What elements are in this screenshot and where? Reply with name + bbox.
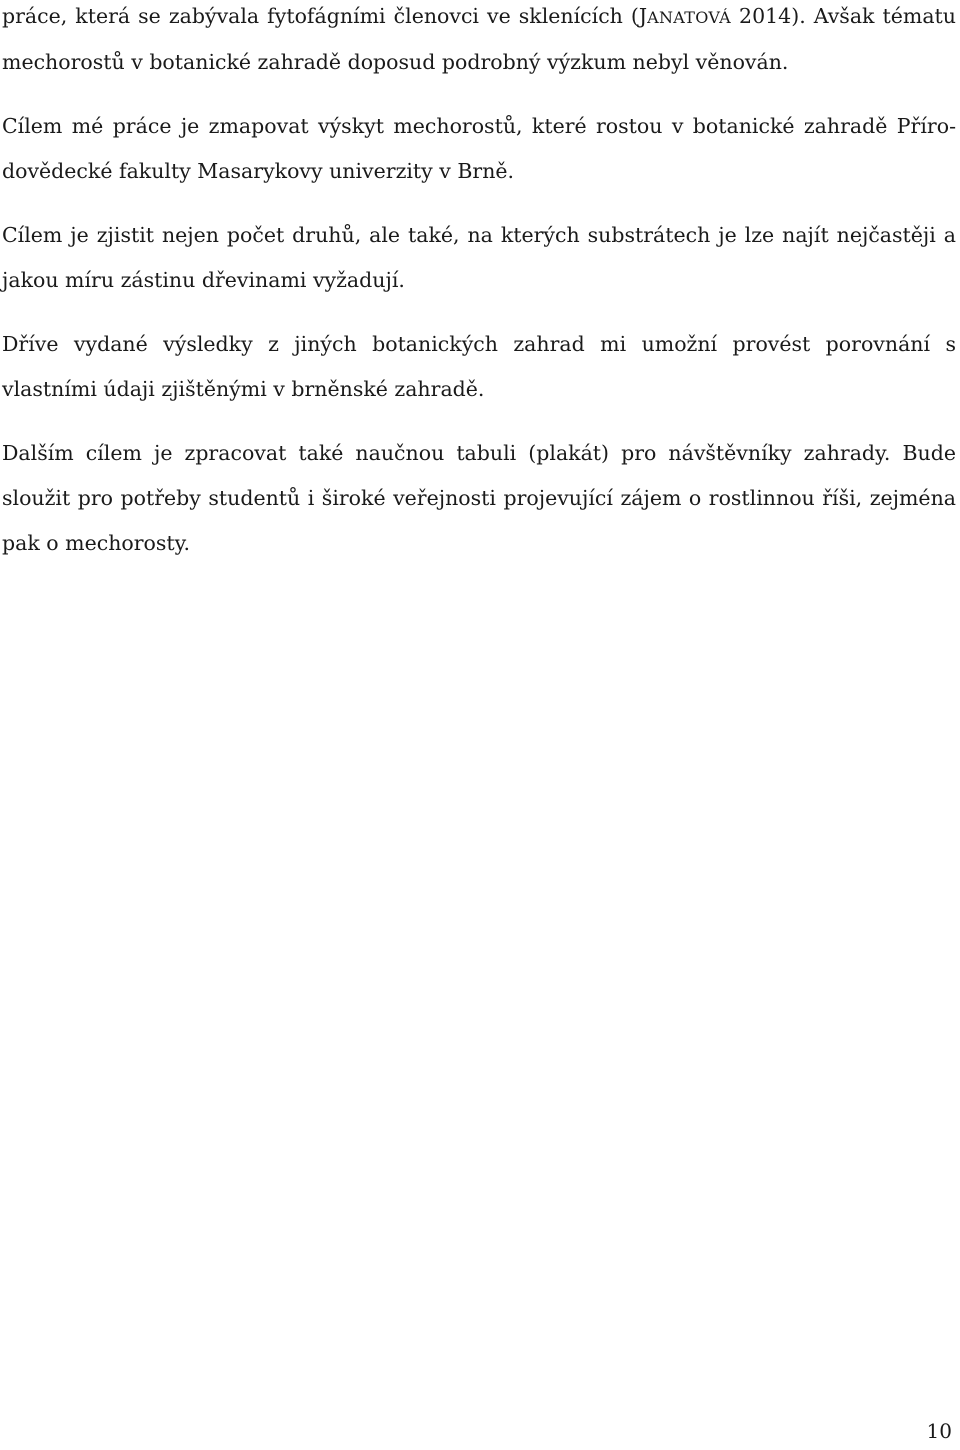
paragraph-intro-text-end: 2014). Avšak tématu mechorostů v botanické zahradě doposud podrobný výzkum nebyl věnován. [2,4,956,74]
paragraph-objective: Cílem je zjistit nejen počet druhů, ale také, na kterých substrátech je lze najít nejčastěji a jakou míru zástinu dřevinami vyžadují. [2,223,956,292]
paragraph-intro [2,0,956,85]
body-text [2,0,956,585]
paragraph-comparison: Dříve vydané výsledky z jiných botanických zahrad mi umožní provést porovnání s vlastními údaji zjištěnými v brněnské zahradě. [2,332,956,401]
paragraph-aim: Cílem mé práce je zmapovat výskyt mechorostů, které rostou v botanické zahradě Přírodovědecké fakulty Masarykovy univerzity v Brně. [2,114,956,183]
page-number: 10 [926,1419,952,1443]
citation-author: ANATOVÁ [647,8,731,27]
paragraph-intro-text-start: práce, která se zabývala fytofágními členovci ve sklenících (J [2,4,648,28]
paragraph-poster: Dalším cílem je zpracovat také naučnou tabuli (plakát) pro návštěvníky zahrady. Bude sloužit pro potřeby studentů i široké veřejnosti projevující zájem o rostlinnou říši, zejména pak o mechorosty. [2,441,956,555]
